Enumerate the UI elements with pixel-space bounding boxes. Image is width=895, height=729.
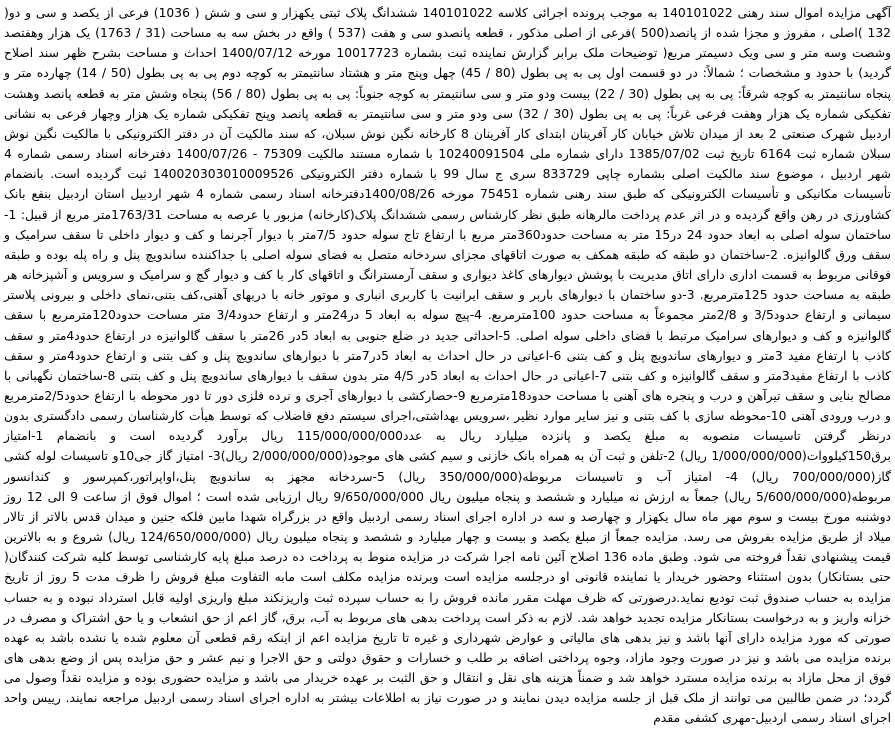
auction-notice-text: آگهی مزایده اموال سند رهنی 140101022 به موجب پرونده اجرائی کلاسه 140101022 ششدانگ پلاک ثبتی یکهزار و سی و شش ( 1036) فرعی از یکصد و سی و دو( 132 )اصلی ، مفروز و مجزا شده از پانصد(500 )فرعی از اصلی مذکور ، قطعه پانصدو سی و هفت (537 ) واقع در بخش سه به مساحت (31 / 1763) یک هزار وهفتصد وشصت وسه متر و سی ویک دسیمتر مربع( توضیحات ملک برابر گزارش نماینده ثبت بشماره 10017723 مورخه 1400/07/12 احداث و مساحت بشرح ظهر سند اصلاح گردید) با حدود و مشخصات ؛ شمالاً: در دو قسمت اول پی به پی بطول (80 / 45) چهل وپنج متر و هشتاد سانتیمتر به کوچه دوم پی به پی بطول (50 / 14) چهارده متر و پنجاه سانتیمتر به کوچه شرقاً: پی به پی بطول (30 / 22) بیست ودو متر و سی سانتیمتر به کوچه جنوباً: پی به پی بطول (80 / 56) پنجاه وشش متر به قطعه پانصد وهشت تفکیکی شماره یک هزار وهفت فرعی غرباً: پی به پی بطول (30 / 32) سی ودو متر و سی سانتیمتر به قطعه پانصد وپنج تفکیکی شماره یک هزار وچهار فرعی به نشانی اردبیل شهرک صنعتی 2 بعد از میدان تلاش خیابان کار آفرینان ابتدای کار آفرینان 8 کارخانه نگین نوش سبلان، که سند مالکیت آن در دفتر الکترونیکی با مالکیت نگین نوش سبلان شماره ثبت 6164 تاریخ ثبت 1385/07/02 دارای شماره ملی 10240091504 با شماره مستند مالکیت 75309 - 1400/07/26 دفترخانه اسناد رسمی شماره 4 شهر اردبیل ، موضوع سند مالکیت اصلی بشماره چاپی 833729 سری ج سال 99 با شماره دفتر الکترونیکی 140020303010009526 ثبت گردیده است. بانضمام تأسیسات مکانیکی و تأسیسات الکترونیکی که طبق سند رهنی شماره 75451 مورخه 1400/08/26دفترخانه اسناد رسمی شماره 4 شهر اردبیل استان اردبیل بنفع بانک کشاورزی در رهن واقع گردیده و در اثر عدم پرداخت مالرهانه طبق نظر کارشناس رسمی ششدانگ پلاک(کارخانه) مزبور با عرصه به مساحت 1763/31متر مربع از قبیل: 1-ساختمان سوله اصلی به ابعاد حدود 24 در15 متر به مساحت حدود360متر مربع با ارتفاع تاج سوله حدود 7/5متر با دیوار آجرنما و کف و دیوار داخلی تا سقف سرامیک و سقف ورق گالوانیزه. 2-ساختمان دو طبقه که طبقه همکف به صورت اتاقهای مجزای سردخانه متصل به فضای سوله اصلی با جداکننده ساندویچ پنل و راه پله بوده و طبقه فوقانی مربوط به قسمت اداری دارای اتاق مدیریت با پوشش دیوارهای کاغذ دیواری و سقف آرمسترانگ و اتاقهای کار با کف و دیوار گچ و سرامیک و سرویس و آشپزخانه هر طبقه به مساحت حدود 125مترمربع. 3-دو ساختمان با دیوارهای باربر و سقف ایرانیت با کاربری انباری و موتور خانه با دربهای آهنی،کف بتنی،نمای داخلی و بیرونی پلاستر سیمانی و ارتفاع حدود3/5 و 2/8متر مجموعاً به مساحت حدود 100مترمربع. 4-پیچ سوله به ابعاد 5 در24متر و ارتفاع حدود3/4 متر مساحت حدود120مترمربع با سقف گالوانیزه و کف و دیوارهای سرامیک مرتبط با فضای داخلی سوله اصلی. 5-احداثی جدید در ضلع جنوبی به ابعاد 5در 26متر با سقف گالوانیزه در ارتفاع حدود4متر و سقف کاذب با ارتفاع مفید 3متر و دیوارهای ساندویچ پنل و کف بتنی 6-اعیانی در حال احداث به ابعاد 5در7متر با دیوارهای ساندویچ پنل و کف بتنی و ارتفاع حدود4متر و سقف کاذب با ارتفاع مفید3متر و سقف گالوانیزه و کف بتنی 7-اعیانی در حال احداث به ابعاد 5در 4/5 متر بدون سقف با دیوارهای ساندویچ پنل و کف بتنی 8-ساختمان نگهبانی با مصالح بنایی و سقف تیرآهن و درب و پنجره های آهنی با مساحت حدود18مترمربع 9-حصارکشی با دیوارهای آجری و نرده فلزی دور تا دور محوطه با ارتفاع حدود2/5مترمربع و درب ورودی آهنی 10-محوطه سازی با کف بتنی و نیز سایر موارد نظیر ،سرویس بهداشتی،اجرای سیستم دفع فاضلاب که توسط هیأت کارشناسان رسمی دادگستری بدون درنظر گرفتن تاسیسات منصوبه به مبلغ یکصد و پانزده میلیارد ریال به عدد115/000/000/000 ریال برآورد گردیده است و بانضمام 1-امتیاز برق150کیلووات(1/000/000/000 ریال) 2-تلفن و ثبت آن به همراه بانک خازنی و سیم کشی های موجود(2/000/000/000 ریال)3- امتیاز گاز جی10و تاسیسات لوله کشی گاز(700/000/000 ریال) 4- امتیاز آب و تاسیسات مربوطه(350/000/000 ریال) 5-سردخانه مجهز به ساندویچ پنل،اواپراتور،کمپرسور و کندانسور مربوطه(5/600/000/000 ریال) جمعاً به ارزش نه میلیارد و ششصد و پنجاه میلیون ریال 9/650/000/000 ریال ارزیابی شده است ؛ اموال فوق از ساعت 9 الی 12 روز دوشنبه مورخ بیست و سوم مهر ماه سال یکهزار و چهارصد و سه در اداره اجرای اسناد رسمی اردبیل واقع در بزرگراه شهدا مابین فلکه جنین و میدان قدس بالاتر از تالار میلاد از طریق مزایده بفروش می رسد. مزایده جمعاً از مبلغ یکصد و بیست و چهار میلیارد و ششصد و پنجاه میلیون ریال (124/650/000/000 ریال) شروع و به بالاترین قیمت پیشنهادی نقداً فروخته می شود. وطبق ماده 136 اصلاح آئین نامه اجرا شرکت در مزایده منوط به پرداخت ده درصد مبلغ پایه کارشناسی توسط کلیه شرکت کنندگان( حتی بستانکار) بدون استثناء وحضور خریدار یا نماینده قانونی او درجلسه مزایده است وبرنده مزایده مکلف است مابه التفاوت مبلغ فروش را ظرف مدت 5 روز از تاریخ مزایده به حساب صندوق ثبت توديع نمايد.درصورتی که ظرف مهلت مقرر مانده فروش را به حساب سپرده ثبت واريزنكند مبلغ واریزی اولیه قابل استرداد نبوده و به حساب خزانه واریز و به درخواست بستانکار مزایده تجدید خواهد شد. لازم به ذکر است پرداخت بدهی های مربوط به آب، برق، گاز اعم از حق انشعاب و یا حق اشتراک و مصرف در صورتی که مورد مزایده دارای آنها باشد و نیز بدهی های مالیاتی و عوارض شهرداری و غیره تا تاریخ مزایده اعم از اینکه رقم قطعی آن معلوم شده یا نشده باشد به عهده برنده مزایده می باشد و نیز در صورت وجود مازاد، وجوه پرداختی اضافه بر طلب و خسارات و حقوق دولتی و حق الاجرا و نیم عشر و حق مزایده پس از وضع بدهی های فوق از محل مازاد به برنده مزایده مسترد خواهد شد و ضمناً هزینه های نقل و انتقال و حق الثبت بر عهده خریدار می باشد و مزایده حضوری بوده و مزایده نقداً وصول می گردد؛ در ضمن طالبین می توانند از ملک قبل از جلسه مزایده دیدن نمایند و در صورت نیاز به اطلاعات بیشتر به اداره اجرای اسناد رسمی اردبیل مراجعه نمایند. رییس واحد اجرای اسناد رسمی اردبیل-مهری کشفی مقدم [4, 6, 892, 726]
